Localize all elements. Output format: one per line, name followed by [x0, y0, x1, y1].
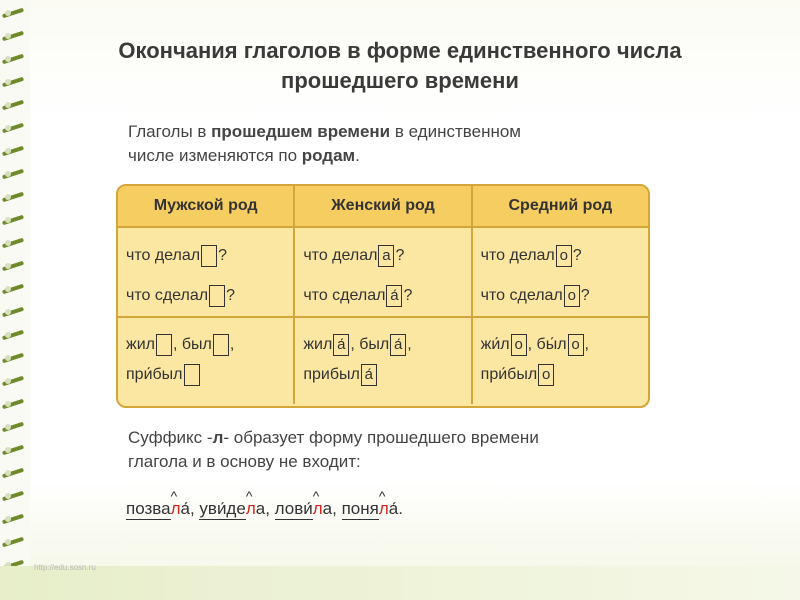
example-word: прибыл	[303, 366, 360, 383]
cell-masc-questions	[118, 228, 295, 316]
cell-masc-examples	[118, 318, 295, 404]
spiral-ring	[2, 468, 26, 478]
spiral-ring	[2, 307, 26, 317]
question: что сделал	[480, 287, 563, 304]
spiral-ring	[2, 77, 26, 87]
suffix-part: - образует форму прошедшего времени	[223, 428, 539, 447]
question: что делал	[126, 247, 201, 264]
spiral-ring	[2, 284, 26, 294]
word-suffix: ^ л	[379, 499, 389, 518]
intro-part: Глаголы в	[128, 122, 212, 141]
separator: ,	[332, 499, 342, 518]
spiral-ring	[2, 376, 26, 386]
word-ending: а	[322, 499, 333, 518]
separator: .	[398, 499, 403, 518]
cell-fem-examples	[295, 318, 472, 404]
ending-box	[156, 334, 172, 356]
spiral-ring	[2, 422, 26, 432]
ending-box: а́	[333, 334, 349, 356]
spiral-ring	[2, 8, 26, 18]
title-line-2: прошедшего времени	[281, 68, 519, 93]
comma: ,	[407, 336, 412, 353]
qmark: ?	[580, 287, 590, 304]
comma: ,	[229, 336, 235, 353]
word-suffix: ^ л	[313, 499, 323, 518]
spiral-ring	[2, 54, 26, 64]
example-word: бы́л	[536, 336, 567, 353]
spiral-ring	[2, 445, 26, 455]
spiral-ring	[2, 399, 26, 409]
suffix-part: Суффикс -	[128, 428, 213, 447]
ending-box: о	[511, 334, 527, 356]
spiral-ring	[2, 514, 26, 524]
example-item	[342, 498, 399, 520]
spiral-ring	[2, 146, 26, 156]
intro-bold: прошедшем времени	[211, 122, 391, 141]
ending-box: о	[568, 334, 584, 356]
word-stem: позва	[126, 499, 171, 518]
spiral-ring	[2, 537, 26, 547]
ending-box: а́	[361, 364, 377, 386]
spiral-ring	[2, 169, 26, 179]
spiral-ring	[2, 353, 26, 363]
intro-part: числе изменяются по	[128, 146, 302, 165]
word-stem: поня	[341, 499, 379, 518]
spiral-ring	[2, 238, 26, 248]
comma: ,	[584, 336, 589, 353]
ending-box: а́	[390, 334, 406, 356]
intro-part: .	[355, 146, 360, 165]
ending-box	[184, 364, 200, 386]
spiral-ring	[2, 100, 26, 110]
separator: ,	[265, 499, 275, 518]
table-row-questions	[118, 228, 648, 318]
question: что сделал	[126, 287, 209, 304]
table-header	[118, 186, 648, 228]
example-item	[126, 498, 190, 520]
title-line-1: Окончания глаголов в форме единственного числа	[118, 38, 682, 63]
example-word: жил	[126, 336, 155, 353]
ending-box	[201, 245, 217, 267]
word-ending: а́	[388, 499, 399, 518]
example-item	[275, 498, 332, 520]
ending-box: а	[378, 245, 394, 267]
word-ending: а	[255, 499, 266, 518]
slide-title	[30, 36, 770, 96]
cell-fem-questions	[295, 228, 472, 316]
question: что делал	[480, 247, 555, 264]
header-neuter: Средний род	[508, 197, 613, 214]
suffix-examples	[126, 498, 403, 520]
example-word: был	[181, 336, 212, 353]
footer-url: http://edu.sosn.ru	[34, 563, 96, 572]
intro-text	[128, 120, 521, 168]
qmark: ?	[395, 247, 405, 264]
word-suffix: ^ л	[246, 499, 256, 518]
example-item	[199, 498, 265, 520]
suffix-note	[128, 426, 539, 474]
word-suffix: ^ л	[171, 499, 181, 518]
header-masculine: Мужской род	[118, 186, 295, 226]
cell-neut-examples	[473, 318, 648, 404]
intro-bold: родам	[301, 146, 356, 165]
spiral-ring	[2, 215, 26, 225]
example-word: жил	[303, 336, 333, 353]
qmark: ?	[403, 287, 413, 304]
header-feminine: Женский род	[295, 186, 472, 226]
example-word: при́был	[480, 366, 538, 383]
ending-box: о	[556, 245, 572, 267]
bottom-decor	[0, 566, 800, 600]
example-word: жи́л	[480, 336, 510, 353]
qmark: ?	[218, 247, 228, 264]
separator: ,	[189, 499, 200, 518]
qmark: ?	[226, 287, 236, 304]
table-row-examples	[118, 318, 648, 404]
suffix-bold: л	[212, 428, 224, 447]
qmark: ?	[572, 247, 582, 264]
comma: ,	[172, 336, 178, 353]
spiral-ring	[2, 330, 26, 340]
ending-box: о	[538, 364, 554, 386]
suffix-part: глагола и в основу не входит:	[128, 452, 361, 471]
endings-table	[116, 184, 650, 408]
ending-box	[213, 334, 229, 356]
spiral-ring	[2, 123, 26, 133]
word-stem: уви́де	[199, 499, 246, 518]
spiral-ring	[2, 261, 26, 271]
ending-box: о	[564, 285, 580, 307]
spiral-ring	[2, 31, 26, 41]
comma: ,	[350, 336, 355, 353]
question: что делал	[303, 247, 378, 264]
spiral-ring	[2, 491, 26, 501]
ending-box	[209, 285, 225, 307]
question: что сделал	[303, 287, 386, 304]
comma: ,	[527, 336, 533, 353]
spiral-ring	[2, 192, 26, 202]
example-word: при́был	[126, 366, 183, 383]
example-word: был	[359, 336, 390, 353]
ending-box: а́	[386, 285, 402, 307]
notebook-spiral	[0, 0, 30, 600]
word-stem: лови́	[274, 499, 313, 518]
word-ending: а́	[180, 499, 190, 518]
cell-neut-questions	[473, 228, 648, 316]
intro-part: в единственном	[390, 122, 521, 141]
